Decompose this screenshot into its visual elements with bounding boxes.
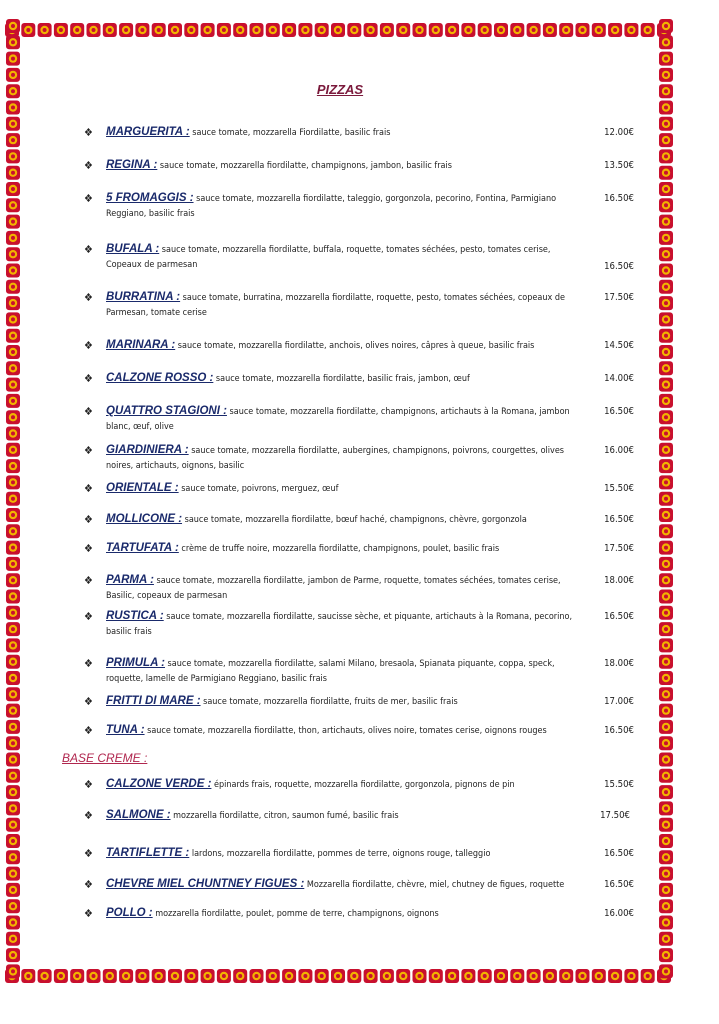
menu-item-text [106,404,574,435]
menu-item-description: sauce tomate, mozzarella fiordilatte, bœuf haché, champignons, chèvre, gorgonzola [182,515,527,525]
menu-item-description: sauce tomate, mozzarella fiordilatte, fruits de mer, basilic frais [200,697,458,707]
diamond-bullet-icon: ❖ [84,778,93,791]
menu-item-name: TARTIFLETTE : [106,847,190,859]
menu-item-text [106,125,574,141]
menu-item-name: FRITTI DI MARE : [106,695,201,707]
menu-item-description: mozzarella fiordilatte, poulet, pomme de terre, champignons, oignons [152,909,439,919]
menu-item-price: 16.50€ [604,725,634,736]
menu-item-text [106,158,574,174]
menu-item-description: sauce tomate, mozzarella fiordilatte, champignons, artichauts à la Romana, jambon blanc, œuf, olive [106,407,570,432]
menu-item-text [106,481,574,497]
diamond-bullet-icon: ❖ [84,513,93,526]
menu-item-price: 17.50€ [604,543,634,554]
menu-item-name: CHEVRE MIEL CHUNTNEY FIGUES : [106,878,305,890]
menu-item-name: REGINA : [106,159,158,171]
menu-item-price: 15.50€ [604,779,634,790]
diamond-bullet-icon: ❖ [84,444,93,457]
diamond-bullet-icon: ❖ [84,159,93,172]
menu-item-price: 16.50€ [604,514,634,525]
menu-item-name: ORIENTALE : [106,482,179,494]
decorative-border-left [4,18,22,988]
menu-item-name: POLLO : [106,907,153,919]
menu-item-name: TARTUFATA : [106,542,179,554]
menu-item-description: sauce tomate, mozzarella fiordilatte, thon, artichauts, olives noire, tomates cerise, oignons rouges [144,726,547,736]
diamond-bullet-icon: ❖ [84,809,93,822]
diamond-bullet-icon: ❖ [84,847,93,860]
diamond-bullet-icon: ❖ [84,126,93,139]
menu-item-text [106,443,574,474]
menu-item-description: Mozzarella fiordilatte, chèvre, miel, chutney de figues, roquette [304,880,565,890]
menu-item-text [106,338,574,354]
menu-item-price: 18.00€ [604,658,634,669]
decorative-border-right [657,18,675,988]
menu-item-text [106,877,574,893]
menu-item-name: SALMONE : [106,809,171,821]
menu-item-description: sauce tomate, mozzarella fiordilatte, saucisse sèche, et piquante, artichauts à la Romana, pecorino, basilic frais [106,612,573,637]
diamond-bullet-icon: ❖ [84,878,93,891]
menu-item-price: 13.50€ [604,160,634,171]
menu-item-description: crème de truffe noire, mozzarella fiordilatte, champignons, poulet, basilic frais [178,544,500,554]
menu-item-text [106,242,574,273]
menu-item-text [106,191,574,222]
menu-item-name: MARINARA : [106,339,176,351]
menu-item-name: RUSTICA : [106,610,164,622]
menu-item-price: 16.50€ [604,611,634,622]
menu-item-price: 16.00€ [604,908,634,919]
menu-item-name: GIARDINIERA : [106,444,189,456]
menu-item-text [106,694,574,710]
diamond-bullet-icon: ❖ [84,657,93,670]
menu-item-price: 14.00€ [604,373,634,384]
decorative-border-top [4,18,675,42]
menu-item-name: TUNA : [106,724,145,736]
diamond-bullet-icon: ❖ [84,542,93,555]
diamond-bullet-icon: ❖ [84,724,93,737]
diamond-bullet-icon: ❖ [84,610,93,623]
menu-item-price: 16.50€ [604,879,634,890]
menu-item-description: mozzarella fiordilatte, citron, saumon fumé, basilic frais [170,811,399,821]
menu-item-price: 12.00€ [604,127,634,138]
menu-item-price: 14.50€ [604,340,634,351]
menu-item-description: sauce tomate, mozzarella fiordilatte, jambon de Parme, roquette, tomates séchées, tomates cerise, Basilic, copeaux de parmesan [106,576,561,601]
menu-item-description: sauce tomate, mozzarella fiordilatte, taleggio, gorgonzola, pecorino, Fontina, Parmigiano Reggiano, basilic frais [106,194,557,219]
diamond-bullet-icon: ❖ [84,695,93,708]
menu-item-description: sauce tomate, mozzarella fiordilatte, champignons, jambon, basilic frais [157,161,452,171]
menu-item-description: sauce tomate, mozzarella Fiordilatte, basilic frais [189,128,391,138]
menu-item-name: PARMA : [106,574,154,586]
diamond-bullet-icon: ❖ [84,291,93,304]
menu-item-name: PRIMULA : [106,657,165,669]
menu-item-description: lardons, mozzarella fiordilatte, pommes de terre, oignons rouge, talleggio [189,849,491,859]
diamond-bullet-icon: ❖ [84,482,93,495]
menu-item-text [106,541,574,557]
menu-item-price: 16.50€ [604,406,634,417]
menu-item-text [106,906,574,922]
menu-item-price: 16.00€ [604,445,634,456]
menu-item-name: 5 FROMAGGIS : [106,192,194,204]
menu-item-name: BUFALA : [106,243,160,255]
menu-item-text [106,777,574,793]
diamond-bullet-icon: ❖ [84,405,93,418]
menu-item-name: MARGUERITA : [106,126,190,138]
menu-item-description: sauce tomate, mozzarella fiordilatte, salami Milano, bresaola, Spianata piquante, coppa, speck, roquette, lamelle de Parmigiano Reggiano, basilic frais [106,659,555,684]
diamond-bullet-icon: ❖ [84,192,93,205]
diamond-bullet-icon: ❖ [84,907,93,920]
section-title-base-creme: BASE CREME : [62,751,148,765]
diamond-bullet-icon: ❖ [84,574,93,587]
diamond-bullet-icon: ❖ [84,339,93,352]
menu-item-price: 17.50€ [604,292,634,303]
menu-item-price: 15.50€ [604,483,634,494]
menu-item-description: sauce tomate, mozzarella fiordilatte, anchois, olives noires, câpres à queue, basilic frais [175,341,535,351]
menu-item-text [106,808,574,824]
menu-item-text [106,371,574,387]
menu-item-price: 18.00€ [604,575,634,586]
menu-item-text [106,290,574,321]
menu-item-text [106,512,574,528]
menu-item-description: sauce tomate, poivrons, merguez, œuf [178,484,339,494]
menu-item-name: BURRATINA : [106,291,181,303]
menu-item-description: sauce tomate, burratina, mozzarella fiordilatte, roquette, pesto, tomates séchées, copeaux de Parmesan, tomate cerise [106,293,565,318]
menu-item-name: CALZONE ROSSO : [106,372,214,384]
menu-item-description: sauce tomate, mozzarella fiordilatte, buffala, roquette, tomates séchées, pesto, tomates cerise, Copeaux de parmesan [106,245,551,270]
menu-item-price: 16.50€ [604,261,634,272]
menu-item-price: 17.00€ [604,696,634,707]
menu-item-text [106,723,574,739]
menu-item-text [106,573,574,604]
menu-item-price: 16.50€ [604,848,634,859]
decorative-border-bottom [4,964,675,988]
menu-item-description: épinards frais, roquette, mozzarella fiordilatte, gorgonzola, pignons de pin [211,780,515,790]
menu-item-text [106,846,574,862]
menu-item-name: MOLLICONE : [106,513,183,525]
diamond-bullet-icon: ❖ [84,372,93,385]
menu-item-name: QUATTRO STAGIONI : [106,405,227,417]
page-title: PIZZAS [316,82,364,97]
menu-item-price: 16.50€ [604,193,634,204]
menu-item-text [106,609,574,640]
diamond-bullet-icon: ❖ [84,243,93,256]
menu-item-description: sauce tomate, mozzarella fiordilatte, basilic frais, jambon, œuf [213,374,470,384]
menu-item-text [106,656,574,687]
menu-item-price: 17.50€ [600,810,630,821]
menu-item-description: sauce tomate, mozzarella fiordilatte, aubergines, champignons, poivrons, courgettes, olives noires, artichauts, oignons, basilic [106,446,565,471]
menu-item-name: CALZONE VERDE : [106,778,212,790]
